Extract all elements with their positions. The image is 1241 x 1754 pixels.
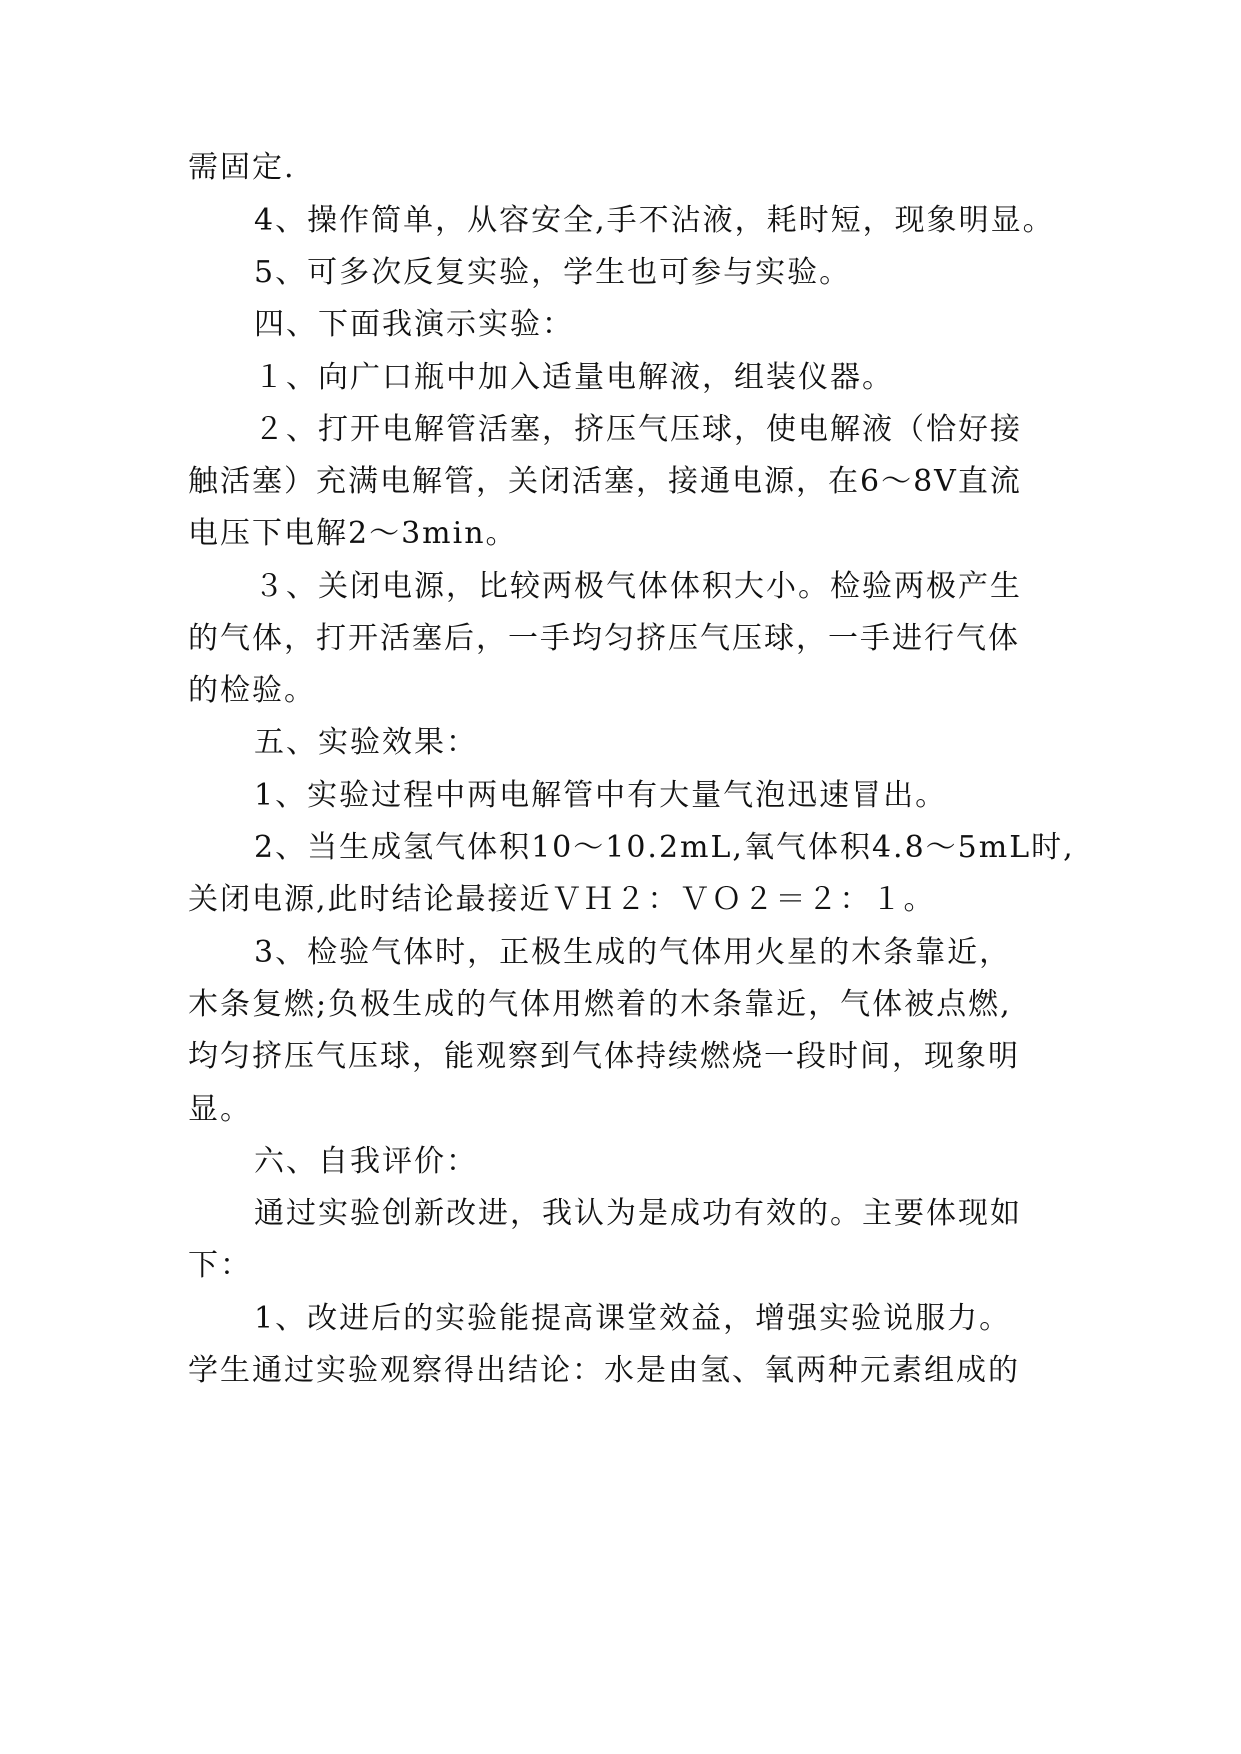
- text-line: 六、自我评价：: [254, 1144, 478, 1179]
- text-line: 的检验。: [188, 673, 316, 708]
- text-line: 2、当生成氢气体积10～10.2mL,氧气体积4.8～5mL时,: [254, 830, 1075, 865]
- text-line: 显。: [188, 1092, 252, 1127]
- text-line: 需固定.: [188, 150, 296, 185]
- text-line: 四、下面我演示实验：: [254, 307, 574, 342]
- text-line: ２、打开电解管活塞，挤压气压球，使电解液（恰好接: [254, 412, 1022, 447]
- text-line: 均匀挤压气压球，能观察到气体持续燃烧一段时间，现象明: [188, 1039, 1020, 1074]
- text-line: 下：: [188, 1248, 252, 1283]
- text-line: ３、关闭电源，比较两极气体体积大小。检验两极产生: [254, 569, 1022, 604]
- text-line: 学生通过实验观察得出结论：水是由氢、氧两种元素组成的: [188, 1353, 1020, 1388]
- text-line: 1、实验过程中两电解管中有大量气泡迅速冒出。: [254, 778, 948, 813]
- text-line: 关闭电源,此时结论最接近ＶＨ２：ＶＯ２＝２：１。: [188, 882, 936, 917]
- text-line: 通过实验创新改进，我认为是成功有效的。主要体现如: [254, 1196, 1022, 1231]
- text-line: １、向广口瓶中加入适量电解液，组装仪器。: [254, 360, 894, 395]
- text-line: 5、可多次反复实验，学生也可参与实验。: [254, 255, 852, 290]
- text-line: 电压下电解2～3min。: [188, 516, 518, 551]
- text-line: 3、检验气体时，正极生成的气体用火星的木条靠近，: [254, 935, 1012, 970]
- text-line: 的气体，打开活塞后，一手均匀挤压气压球，一手进行气体: [188, 621, 1020, 656]
- text-line: 1、改进后的实验能提高课堂效益，增强实验说服力。: [254, 1301, 1012, 1336]
- text-line: 触活塞）充满电解管，关闭活塞，接通电源，在6～8V直流: [188, 464, 1022, 499]
- text-line: 木条复燃;负极生成的气体用燃着的木条靠近，气体被点燃,: [188, 987, 1012, 1022]
- text-line: 五、实验效果：: [254, 725, 478, 760]
- text-line: 4、操作简单，从容安全,手不沾液，耗时短，现象明显。: [254, 203, 1055, 238]
